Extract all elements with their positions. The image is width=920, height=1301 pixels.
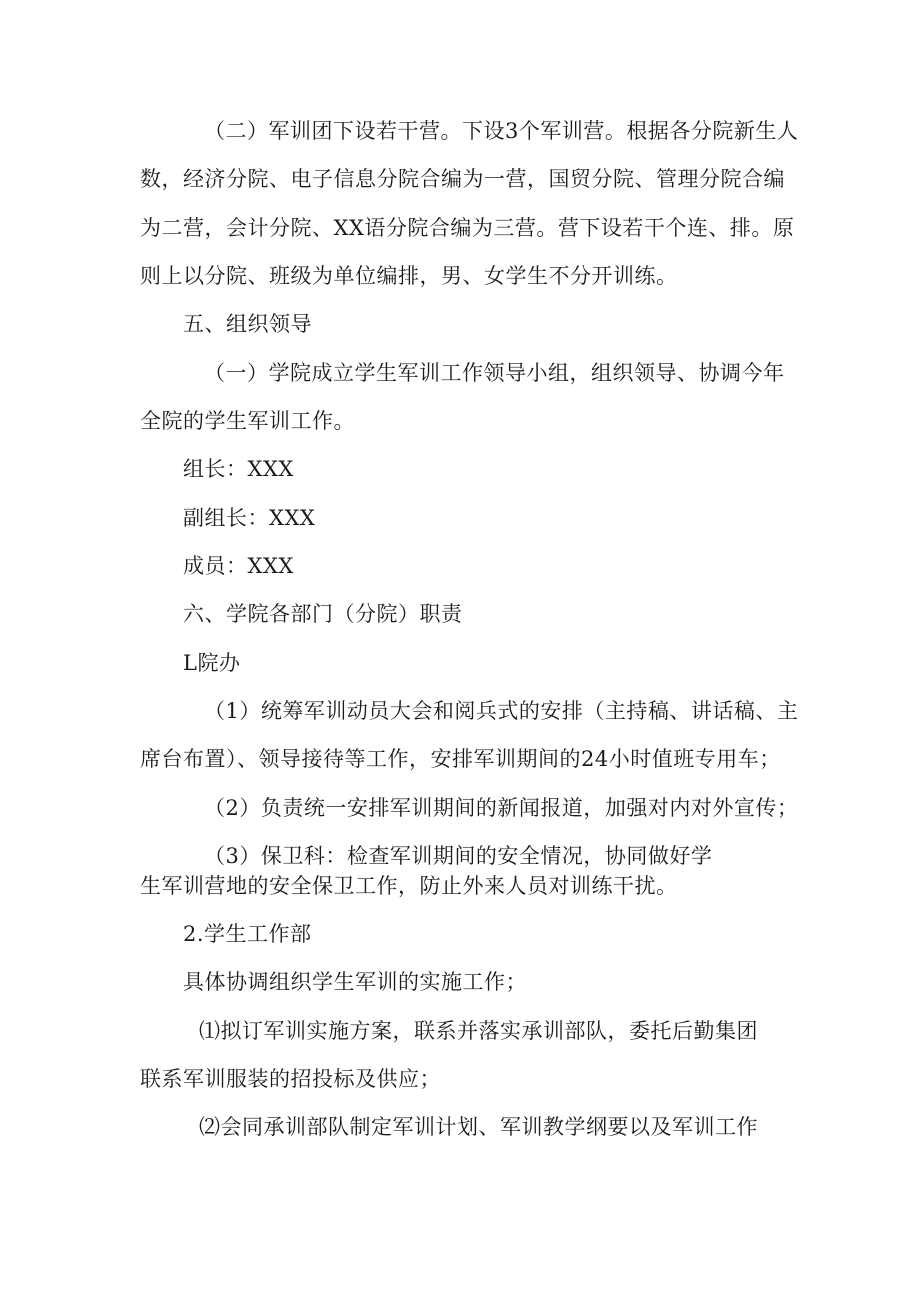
paragraph-line: 联系军训服装的招投标及供应； bbox=[140, 1067, 441, 1091]
paragraph-line: 则上以分院、班级为单位编排，男、女学生不分开训练。 bbox=[140, 264, 678, 288]
paragraph-line: 生军训营地的安全保卫工作，防止外来人员对训练干扰。 bbox=[140, 874, 678, 898]
paragraph-line: 数，经济分院、电子信息分院合编为一营，国贸分院、管理分院合编 bbox=[140, 167, 785, 191]
paragraph-line: （1）统筹军训动员大会和阅兵式的安排（主持稿、讲话稿、主 bbox=[204, 699, 799, 723]
paragraph-line: （一）学院成立学生军训工作领导小组，组织领导、协调今年 bbox=[204, 361, 785, 385]
section-heading: 六、学院各部门（分院）职责 bbox=[183, 602, 463, 626]
paragraph-line: （二）军训团下设若干营。下设3个军训营。根据各分院新生人 bbox=[204, 119, 799, 143]
paragraph-line: （3）保卫科：检查军训期间的安全情况，协同做好学 bbox=[204, 844, 713, 868]
subsection-heading: L院办 bbox=[183, 651, 241, 675]
paragraph-line: 为二营，会计分院、XX语分院合编为三营。营下设若干个连、排。原 bbox=[140, 216, 795, 240]
subsection-heading: 2.学生工作部 bbox=[183, 922, 312, 946]
paragraph-line: （2）负责统一安排军训期间的新闻报道，加强对内对外宣传； bbox=[204, 796, 799, 820]
section-heading: 五、组织领导 bbox=[183, 312, 312, 336]
team-leader: 组长：XXX bbox=[183, 457, 294, 481]
team-members: 成员：XXX bbox=[183, 554, 294, 578]
paragraph-line: 席台布置）、领导接待等工作，安排军训期间的24小时值班专用车； bbox=[140, 747, 781, 771]
paragraph-line: ⑵会同承训部队制定军训计划、军训教学纲要以及军训工作 bbox=[199, 1115, 758, 1139]
paragraph-line: 具体协调组织学生军训的实施工作； bbox=[183, 970, 527, 994]
team-deputy-leader: 副组长：XXX bbox=[183, 506, 316, 530]
paragraph-line: 全院的学生军训工作。 bbox=[140, 409, 355, 433]
paragraph-line: ⑴拟订军训实施方案，联系并落实承训部队，委托后勤集团 bbox=[199, 1019, 758, 1043]
